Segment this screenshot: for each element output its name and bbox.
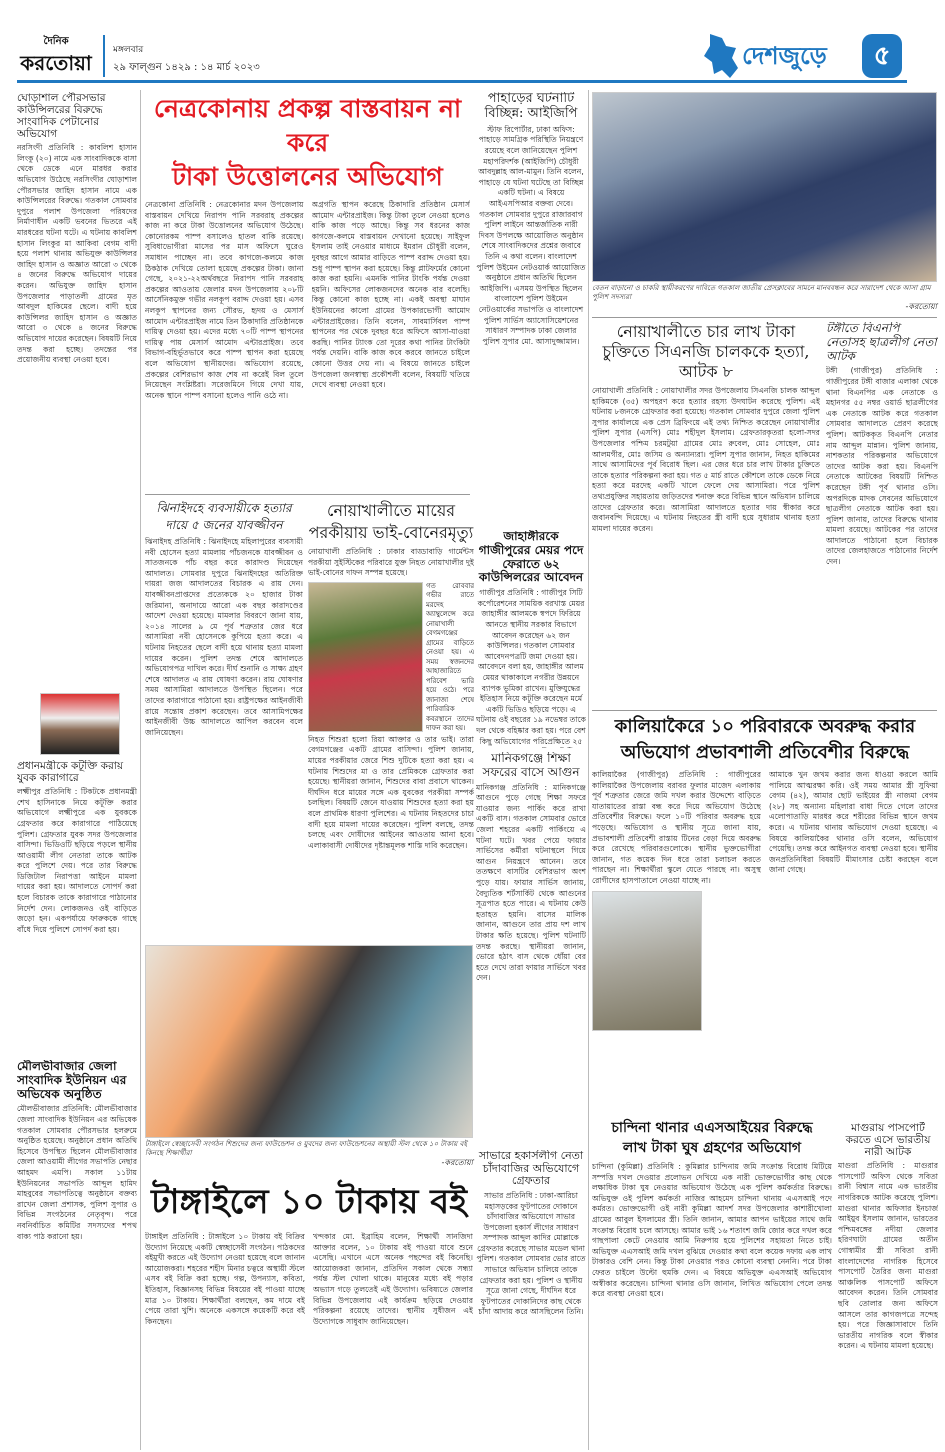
article-body: ঝিনাইদহ প্রতিনিধি : ঝিনাইদহে মহিলাপুরের ব্যবসায়ী নবী হোসেন হত্যা মামলায় পাঁচজনকে যাবজ্জীবন ও সাতজনকে পাঁচ বছর করে কারাদণ্ড দিয়েছেন আদালত। সোমবার দুপুরে ঝিনাইদহের অতিরিক্ত দায়রা জজ আদালতের বিচারক এ রায় দেন। যাবজ্জীবনপ্রাপ্তদের প্রত্যেককে ২০ হাজার টাকা জরিমানা, অনাদায়ে আরো এক বছর কারাদণ্ডের আদেশ দেওয়া হয়েছে। মামলার বিবরণে জানা যায়, ২০১৪ সালের ৯ মে পূর্ব শত্রুতার জের ধরে আসামিরা নবী হোসেনকে কুপিয়ে হত্যা করে। এ ঘটনায় নিহতের ছেলে বাদী হয়ে থানায় হত্যা মামলা দায়ের করেন। পুলিশ তদন্ত শেষে আদালতে অভিযোগপত্র দাখিল করে। দীর্ঘ শুনানি ও সাক্ষ্য গ্রহণ শেষে আদালত এ রায় ঘোষণা করেন। রায় ঘোষণার সময় আসামিরা আদালতে উপস্থিত ছিলেন। পরে তাদের কারাগারে পাঠানো হয়। রাষ্ট্রপক্ষের আইনজীবী রায়ে সন্তোষ প্রকাশ করেছেন। তবে আসামিপক্ষের আইনজীবী উচ্চ আদালতে আপিল করবেন বলে জানিয়েছেন। bbox=[145, 537, 303, 737]
logo-name: করতোয়া bbox=[20, 51, 92, 75]
story-manikganj bbox=[476, 752, 586, 1147]
headline: মানিকগঞ্জে শিক্ষা সফরের বাসে আগুন bbox=[482, 752, 580, 779]
story-pm-remark bbox=[17, 760, 137, 1055]
divider bbox=[145, 494, 470, 495]
headline-line2: লাখ টাকা ঘুষ গ্রহণের অভিযোগ bbox=[622, 1140, 802, 1156]
story-tangail bbox=[145, 1178, 473, 1452]
story-jahangir bbox=[476, 530, 586, 748]
article-body: চান্দিনা (কুমিল্লা) প্রতিনিধি : কুমিল্লার চান্দিনায় জমি সংক্রান্ত বিরোধ মিটিয়ে সম্পত্তি দখল দেওয়ার প্রলোভন দেখিয়ে এক নারী ভোক্তভোগীর কাছ থেকে লক্ষাধিক টাকা ঘুষ নেওয়ার অভিযোগ উঠেছে এক পুলিশ কর্মকর্তার বিরুদ্ধে। অভিযুক্ত ওই পুলিশ কর্মকর্তা নাজির আহমেদ চান্দিনা থানায় এএসআই পদে কর্মরত। ভোক্তভোগী ওই নারী কুমিল্লা আদর্শ সদর উপজেলার কাশারীখোলা গ্রামের আবুল ইসলামের স্ত্রী। তিনি জানান, আমার আপন ভাইয়ের সাথে জমি সংক্রান্ত বিরোধ চলে আসছে। আমার ভাই ১৬ শতাংশ জমি জোর করে দখল করে গাছপালা কেটে নেওয়ায় আমি নিরুপায় হয়ে পুলিশের সহায়তা নিতে চাই। অভিযুক্ত এএসআই জমি দখল বুঝিয়ে দেওয়ার কথা বলে কয়েক দফায় এক লাখ টাকারও বেশি নেন। কিন্তু টাকা নেওয়ার পরও কোনো ব্যবস্থা নেননি। পরে টাকা ফেরত চাইলে উল্টো হুমকি দেন। এ বিষয়ে অভিযুক্ত এএসআই অভিযোগ অস্বীকার করেছেন। চান্দিনা থানার ওসি জানান, লিখিত অভিযোগ পেলে তদন্ত করে ব্যবস্থা নেওয়া হবে। bbox=[592, 1162, 832, 1299]
story-moulvibazar bbox=[17, 1060, 137, 1452]
column-divider bbox=[140, 90, 141, 1450]
headline: ঘোড়াশাল পৌরসভার কাউন্সিলরের বিরুদ্ধে সাংবাদিক পেটানোর অভিযোগ bbox=[17, 92, 106, 141]
article-body: লক্ষ্মীপুর প্রতিনিধি : টিকটকে প্রধানমন্ত্রী শেখ হাসিনাকে নিয়ে কটূক্তি করার অভিযোগে লক্ষ্মীপুরে এক যুবককে গ্রেফতার করে কারাগারে পাঠিয়েছে পুলিশ। গ্রেফতার যুবক সদর উপজেলার বাসিন্দা। ভিডিওটি ছড়িয়ে পড়লে স্থানীয় আওয়ামী লীগ নেতারা তাকে আটক করে পুলিশে দেয়। পরে তার বিরুদ্ধে ডিজিটাল নিরাপত্তা আইনে মামলা দায়ের করা হয়। আদালতে সোপর্দ করা হলে বিচারক তাকে কারাগারে পাঠানোর নির্দেশ দেন। লোকজনও ওই বাড়িতে জড়ো হন। একপর্যায়ে ফারুককে গাছে বাঁধে দিয়ে পুলিশে সোপর্দ করা হয়। bbox=[17, 787, 137, 934]
logo-daily: দৈনিক bbox=[43, 36, 69, 47]
photo-credit: -করতোয়া bbox=[905, 302, 937, 311]
headline: ঝিনাইদহে ব্যবসায়ীকে হত্যার দায়ে ৫ জনের যাবজ্জীবন bbox=[156, 501, 292, 532]
page-number: ৫ bbox=[873, 41, 891, 71]
headline bbox=[592, 714, 938, 766]
headline-line2: অভিযোগ প্রভাবশালী প্রতিবেশীর বিরুদ্ধে bbox=[620, 742, 910, 763]
lead-headline-line1: নেত্রকোনায় প্রকল্প বাস্তবায়ন না করে bbox=[153, 94, 462, 157]
lead-headline bbox=[145, 92, 470, 194]
newspaper-logo bbox=[17, 34, 95, 78]
article-body-col1: নেত্রকোনা প্রতিনিধি : নেত্রকোনার মদন উপজেলায় বাস্তবায়ন দেখিয়ে নিরাপদ পানি সরবরাহ প্রকল্পের কাজ না করে টাকা উত্তোলনের অভিযোগ উঠেছে। কোনোরকম পাম্প বসালেও হাতল বাকি রয়েছে। সুবিধাভোগীরা মাসের পর মাস অফিসে ঘুরেও সমাধান পাচ্ছেন না। তবে কাগজে-কলমে কাজ ঠিকঠাক দেখিয়ে তোলা হয়েছে প্রকল্পের টাকা। জানা গেছে, ২০২১-২২অর্থবছরে নিরাপদ পানি সরবরাহ প্রকল্পের আওতায় জেলার মদন উপজেলায় ২০৮টি আর্সেনিকমুক্ত গভীর নলকূপ বরাদ্দ দেওয়া হয়। এসব নলকূপ স্থাপনের জন্য সৌরভ, হৃদয় ও মেসার্স আমোদ এন্টারপ্রাইজ নামে তিন ঠিকাদারি প্রতিষ্ঠানকে দায়িত্ব দেওয়া হয়। এদের মধ্যে ৭০টি পাম্প স্থাপনের দায়িত্ব পায় মেসার্স আমোদ এন্টারপ্রাইজ। তবে বিভাগ-বহির্ভূতভাবে করে পাম্প স্থাপন করা হয়েছে বলে অভিযোগ স্থানীয়দের। অভিযোগ রয়েছে, প্রকল্পের বেশিরভাগ কাজ শেষ না করেই বিল তুলে নিয়েছেন সংশ্লিষ্টরা। সরেজমিনে গিয়ে দেখা যায়, অনেক স্থানে পাম্প বসানো হলেও পানি ওঠে না। bbox=[145, 200, 304, 400]
article-lede: নোয়াখালী প্রতিনিধি : ঢাকার বাড্ডাবাড়ি গার্মেন্টস পরকীয়া সুইস্টিকের পরিবারে যুক্ত নিহত নোয়াখালীর দুই ভাই-বোনের দাফন সম্পন্ন হয়েছে। bbox=[308, 547, 474, 578]
article-body: মাগুরা প্রতিনিধি : মাগুরার পাসপোর্ট অফিস থেকে সবিতা রানী বিশ্বাস নামে এক ভারতীয় নাগরিককে আটক করেছে পুলিশ। মাগুরা থানার অফিসার ইনচার্জ আইয়ুব ইসলাম জানান, ভারতের পশ্চিমবঙ্গের নদীয়া জেলার হরিণঘাটা গ্রামের অতীন গোস্বামীর স্ত্রী সবিতা রানী বাংলাদেশের নাগরিক হিসেবে পাসপোর্ট তৈরির জন্য মাগুরা আঞ্চলিক পাসপোর্ট অফিসে আবেদন করেন। তিনি সোমবার ছবি তোলার জন্য অফিসে আসলে তার কাগজপত্রে সন্দেহ হয়। পরে জিজ্ঞাসাবাদে তিনি ভারতীয় নাগরিক বলে স্বীকার করেন। এ ঘটনায় মামলা হয়েছে। bbox=[838, 1161, 938, 1351]
article-body: নোয়াখালী প্রতিনিধি : নোয়াখালীর সদর উপজেলায় সিএনজি চালক আব্দুল হাকিমকে (৩৫) অপহরণ করে হত্যার রহস্য উদঘাটন করেছে পুলিশ। এই ঘটনায় ৮জনকে গ্রেফতার করা হয়েছে। গতকাল সোমবার দুপুরে জেলা পুলিশ সুপার কার্যালয়ে এক প্রেস ব্রিফিংয়ে এই তথ্য নিশ্চিত করেছেন নোয়াখালীর পুলিশ সুপার (এসপি) মোঃ শহীদুল ইসলাম। গ্রেফতারকৃতরা হলো-সদর উপজেলার পশ্চিম চরমটুয়া গ্রামের মোঃ রুবেল, মোঃ সোহেল, মোঃ আলমগীর, মোঃ জসিম ও অন্যান্যরা। পুলিশ সুপার জানান, নিহত হাকিমের সাথে আসামিদের পূর্ব বিরোধ ছিল। এর জের ধরে চার লাখ টাকার চুক্তিতে তাকে হত্যার পরিকল্পনা করা হয়। গত ৫ মার্চ রাতে কৌশলে তাকে ডেকে নিয়ে হত্যা করে মরদেহ একটি খালে ফেলে দেয় আসামিরা। পরে পুলিশ তথ্যপ্রযুক্তির সহায়তায় জড়িতদের শনাক্ত করে বিভিন্ন স্থানে অভিযান চালিয়ে তাদের গ্রেফতার করে। আসামিরা আদালতে হত্যার দায় স্বীকার করে জবানবন্দি দিয়েছে। এ ঘটনায় নিহতের স্ত্রী বাদী হয়ে সুধারাম থানায় হত্যা মামলা দায়ের করেন। bbox=[592, 386, 820, 533]
photo-caption bbox=[592, 284, 937, 315]
lead-headline-line2: টাকা উত্তোলনের অভিযোগ bbox=[172, 162, 443, 191]
article-body: স্টাফ রিপোর্টার, ঢাকা অফিস: পাহাড়ে সামগ্রিক পরিস্থিতি নিয়ন্ত্রণে রয়েছে বলে জানিয়েছেন পুলিশ মহাপরিদর্শক (আইজিপি) চৌধুরী আবদুল্লাহ আল-মামুন। তিনি বলেন, পাহাড়ে যে ঘটনা ঘটেছে তা বিচ্ছিন্ন একটি ঘটনা। এ বিষয়ে আইএসপিআর বক্তব্য দেবে। গতকাল সোমবার দুপুরে রাজারবাগ পুলিশ লাইনে আন্তর্জাতিক নারী দিবস উপলক্ষে আয়োজিত অনুষ্ঠান শেষে সাংবাদিকদের প্রশ্নের জবাবে তিনি এ কথা বলেন। বাংলাদেশ পুলিশ উইমেন নেটওয়ার্ক আয়োজিত অনুষ্ঠানে প্রধান অতিথি ছিলেন আইজিপি। এসময় উপস্থিত ছিলেন বাংলাদেশ পুলিশ উইমেন নেটওয়ার্কের সভাপতি ও বাংলাদেশ পুলিশ সার্ভিস অ্যাসোসিয়েশনের সাধারণ সম্পাদক ঢাকা জেলার পুলিশ সুপার মো. আসাদুজ্জামান। bbox=[476, 124, 586, 346]
article-body-col2: খন্দকার মো. ইব্রাহিম বলেন, শিক্ষার্থী সানজিদা আক্তার বলেন, ১০ টাকায় বই পাওয়া যাবে শুনে এসেছি। এখানে এসে অনেক পছন্দের বই কিনেছি। আয়োজকরা জানান, প্রতিদিন সকাল থেকে সন্ধ্যা পর্যন্ত স্টল খোলা থাকে। মানুষের মধ্যে বই পড়ার অভ্যাস গড়ে তুলতেই এই উদ্যোগ। ভবিষ্যতে জেলার বিভিন্ন উপজেলায় এই কার্যক্রম ছড়িয়ে দেওয়ার পরিকল্পনা রয়েছে তাদের। স্থানীয় সুধীজন এই উদ্যোগকে সাধুবাদ জানিয়েছেন। bbox=[313, 1232, 473, 1326]
article-col1 bbox=[592, 770, 761, 1114]
article-body: মানিকগঞ্জ প্রতিনিধি : মানিকগঞ্জে আগুনে পুড়ে গেছে শিক্ষা সফরে যাওয়ার জন্য পার্কিং করে রাখা একটি বাস। গতকাল সোমবার ভোরে জেলা শহরের একটি পার্কিংয়ে এ ঘটনা ঘটে। খবর পেয়ে ফায়ার সার্ভিসের কর্মীরা ঘটনাস্থলে গিয়ে আগুন নিয়ন্ত্রণে আনেন। তবে ততক্ষণে বাসটির বেশিরভাগ অংশ পুড়ে যায়। ফায়ার সার্ভিস জানায়, বৈদ্যুতিক শর্টসার্কিট থেকে আগুনের সূত্রপাত হতে পারে। এ ঘটনায় কেউ হতাহত হয়নি। বাসের মালিক জানান, আগুনে তার প্রায় দশ লাখ টাকার ক্ষতি হয়েছে। পুলিশ ঘটনাটি তদন্ত করছে। স্থানীয়রা জানান, ভোরে হঠাৎ বাস থেকে ধোঁয়া বের হতে দেখে তারা ফায়ার সার্ভিসে খবর দেন। bbox=[476, 782, 586, 983]
column-divider bbox=[588, 90, 589, 1450]
story-noakhali-cng bbox=[592, 322, 820, 707]
story-noakhali-mother bbox=[308, 500, 474, 940]
article-body-col2: আমাকে খুন জখম করার জন্য ধাওয়া করলে আমি পালিয়ে আত্মরক্ষা করি। ওই সময় আমার স্ত্রী সুফিয়া বেগম (৪২), আমার ছোট ভাইয়ের স্ত্রী নাজমা বেগম (২৮) সহ অন্যান্য মহিলারা বাধা দিতে গেলে তাদের এলোপাতাড়ি মারধর করে শরীরের বিভিন্ন স্থানে জখম করে। এ ঘটনায় থানায় অভিযোগ দেওয়া হয়েছে। এ বিষয়ে কালিয়াকৈর থানার ওসি বলেন, অভিযোগ পেয়েছি। তদন্ত করে আইনগত ব্যবস্থা নেওয়া হবে। স্থানীয় জনপ্রতিনিধিরা বিষয়টি মীমাংসার চেষ্টা করছেন বলে জানা গেছে। bbox=[769, 770, 938, 875]
section-title: দেশজুড়ে bbox=[742, 42, 827, 70]
story-tongi bbox=[826, 322, 938, 707]
story-ghorashal bbox=[17, 92, 137, 647]
masthead bbox=[17, 30, 907, 82]
caption-text: টাঙ্গাইলে স্বেচ্ছাসেবী সংগঠন শিশুদের জন্য ফাউন্ডেশন ও যুবদের জন্য ফাউন্ডেশনের অস্থায়ী স্টল থেকে ১০ টাকায় বই কিনছে শিক্ষার্থীরা bbox=[145, 1140, 468, 1157]
book-stall-photo bbox=[145, 945, 473, 1138]
headline: টঙ্গীতে বিএনপি নেতাসহ ছাত্রলীগ নেতা আটক bbox=[826, 322, 937, 363]
article-body-col1: টাঙ্গাইল প্রতিনিধি : টাঙ্গাইলে ১০ টাকায় বই বিক্রির উদ্যোগ নিয়েছে একটি স্বেচ্ছাসেবী সংগঠন। পাঠকদের বইমুখী করতে এই উদ্যোগ নেওয়া হয়েছে বলে জানান আয়োজকরা। শহরের শহীদ মিনার চত্বরে অস্থায়ী স্টলে এসব বই বিক্রি করা হচ্ছে। গল্প, উপন্যাস, কবিতা, ইতিহাস, বিজ্ঞানসহ বিভিন্ন বিষয়ের বই পাওয়া যাচ্ছে মাত্র ১০ টাকায়। শিক্ষার্থীরা বলছেন, কম দামে বই পেয়ে তারা খুশি। অনেকে একসঙ্গে কয়েকটি করে বই কিনছেন। bbox=[145, 1232, 305, 1326]
caption-text: বেতন বাড়ানো ও চাকরি স্থায়ীকরণের দাবিতে গতকাল জাতীয় প্রেসক্লাবের সামনে মানববন্ধন করে সারাদেশ থেকে আসা গ্রাম পুলিশ সদস্যরা bbox=[592, 284, 931, 301]
headline: জাহাঙ্গীরকে গাজীপুরের মেয়র পদে ফেরাতে ৬২ কাউন্সিলরের আবেদন bbox=[478, 530, 584, 585]
divider bbox=[592, 710, 937, 711]
story-pahar-igp bbox=[476, 92, 586, 492]
article-columns bbox=[592, 770, 938, 1114]
weekday: মঙ্গলবার bbox=[113, 45, 144, 55]
headline-line1: কালিয়াকৈরে ১০ পরিবারকে অবরুদ্ধ করার bbox=[614, 716, 916, 737]
photo-caption bbox=[145, 1140, 473, 1174]
headline: মৌলভীবাজার জেলা সাংবাদিক ইউনিয়ন এর অভিষেক অনুষ্ঠিত bbox=[17, 1060, 127, 1101]
story-magura bbox=[838, 1122, 938, 1452]
headline: প্রধানমন্ত্রীকে কটূক্তি করায় যুবক কারাগারে bbox=[17, 760, 124, 785]
page-number-badge bbox=[862, 34, 902, 78]
article-body: টঙ্গী (গাজীপুর) প্রতিনিধি : গাজীপুরের টঙ্গী বাজার এলাকা থেকে থানা বিএনপির এক নেতাকে ও মহানগর ৫৫ নম্বর ওয়ার্ড ছাত্রলীগের এক নেতাকে আটক করে গতকাল সোমবার আদালতে প্রেরণ করেছে পুলিশ। আটককৃত বিএনপি নেতার নাম আব্দুল মান্নান। পুলিশ জানায়, নাশকতার পরিকল্পনার অভিযোগে তাদের আটক করা হয়। বিএনপি নেতাকে আটকের বিষয়টি নিশ্চিত করেছেন টঙ্গী পূর্ব থানার ওসি। অপরদিকে মাদক সেবনের অভিযোগে ছাত্রলীগ নেতাকে আটক করা হয়। পুলিশ জানায়, তাদের বিরুদ্ধে থানায় মামলা রয়েছে। আটকের পর তাদের আদালতে পাঠানো হলে বিচারক তাদের জেলহাজতে পাঠানোর নির্দেশ দেন। bbox=[826, 366, 938, 567]
headline: সাভারে হকার্সলীগ নেতা চাঁদাবাজির অভিযোগে গ্রেফতার bbox=[478, 1150, 584, 1188]
article-body: নরসিংদী প্রতিনিধি : কাবলিশ হাসান লিংকু (২০) নামে এক সাংবাদিককে বাসা থেকে ডেকে এনে মারধর করার অভিযোগ উঠেছে নরসিংদীর ঘোড়াশাল পৌরসভার জাহিদ হাসান নামে এক কাউন্সিলরের বিরুদ্ধে। গতকাল সোমবার দুপুরে পলাশ উপজেলা পরিষদের নির্মাণাধীন একটি ভবনের ভিতরে এই মারধরের ঘটনা ঘটে। এ ঘটনায় কাবলিশ হাসান লিংকুর মা আকিবা বেগম বাদী হয়ে পলাশ থানায় অভিযুক্ত কাউন্সিলর জাহিদ হাসান ও অজ্ঞাত আরো ৩ থেকে ৪ জনের বিরুদ্ধে অভিযোগ দায়ের করেন। অভিযুক্ত জাহিদ হাসান উপজেলার পাড়াতলী গ্রামের মৃত আবদুল হাকিমের ছেলে। বাদী হয়ে কাউন্সিলর জাহিদ হাসান ও অজ্ঞাত আরো ৩ থেকে ৪ জনের বিরুদ্ধে অভিযোগ দায়ের করেছেন। বিষয়টি নিয়ে তদন্ত করা হচ্ছে। তদন্তের পর প্রয়োজনীয় ব্যবস্থা নেওয়া হবে। bbox=[17, 143, 137, 365]
article-body-col1: কালিয়াকৈর (গাজীপুর) প্রতিনিধি : গাজীপুরের কালিয়াকৈর উপজেলায় বরাবর ফুলার মাজেদ এলাকায় পূর্ব শত্রুতার জেরে জমি দখল করার উদ্দেশ্যে বাড়িতে যাতায়াতের রাস্তা বন্ধ করে দিয়ে অভিযোগ উঠেছে প্রতিবেশীর বিরুদ্ধে। ফলে ১০টি পরিবার অবরুদ্ধ হয়ে পড়েছে। অভিযোগ ও স্থানীয় সূত্রে জানা যায়, প্রভাবশালী প্রতিবেশী রাস্তায় টিনের বেড়া দিয়ে অবরুদ্ধ করে রেখেছে পরিবারগুলোকে। স্থানীয় ভুক্তভোগীরা জানান, গত কয়েক দিন ধরে তারা চলাচল করতে পারছেন না। শিক্ষার্থীরা স্কুলে যেতে পারছে না। অসুস্থ রোগীদের হাসপাতালে নেওয়া যাচ্ছে না। bbox=[592, 770, 761, 885]
section-logo bbox=[702, 30, 907, 82]
article-body: সাভার প্রতিনিধি : ঢাকা-আরিচা মহাসড়কের ফুটপাতের দোকানে চাঁদাবাজির অভিযোগে সাভার উপজেলা হকার্স লীগের সাধারণ সম্পাদক আব্দুল কাদির মোল্লাকে গ্রেফতার করেছে সাভার মডেল থানা পুলিশ। গতকাল সোমবার ভোর রাতে সাভারে অভিযান চালিয়ে তাকে গ্রেফতার করা হয়। পুলিশ ও স্থানীয় সূত্রে জানা গেছে, দীর্ঘদিন ধরে ফুটপাতের দোকানিদের কাছ থেকে চাঁদা আদায় করে আসছিলেন তিনি। bbox=[476, 1190, 586, 1317]
divider bbox=[592, 317, 937, 318]
headline: নোয়াখালীতে চার লাখ টাকা চুক্তিতে সিএনজি চালককে হত্যা, আটক ৮ bbox=[602, 322, 810, 381]
issue-date: ২৯ ফাল্গুন ১৪২৯ : ১৪ মার্চ ২০২৩ bbox=[113, 62, 260, 73]
photo-row bbox=[308, 582, 474, 732]
headline: টাঙ্গাইলে ১০ টাকায় বই bbox=[151, 1182, 467, 1222]
headline-line1: চান্দিনা থানার এএসআইয়ের বিরুদ্ধে bbox=[611, 1120, 813, 1136]
headline: পাহাড়ের ঘটনাটি বিচ্ছিন্ন: আইজিপি bbox=[484, 92, 578, 121]
story-chandina bbox=[592, 1118, 832, 1452]
portrait-photo bbox=[40, 693, 120, 755]
bangladesh-map-icon bbox=[702, 32, 742, 80]
story-kaliakair bbox=[592, 714, 938, 1114]
article-body: গাজীপুর প্রতিনিধি : গাজীপুর সিটি কর্পোরেশনের সাময়িক বরখাস্ত মেয়র জাহাঙ্গীর আলমকে স্বপদে ফিরিয়ে আনতে স্থানীয় সরকার বিভাগে আবেদন করেছেন ৬২ জন কাউন্সিলর। গতকাল সোমবার আবেদনপত্রটি জমা দেওয়া হয়। আবেদনে বলা হয়, জাহাঙ্গীর আলম মেয়র থাকাকালে নগরীর উন্নয়নে ব্যাপক ভূমিকা রাখেন। মুক্তিযুদ্ধের ইতিহাস নিয়ে কটূক্তি করেছেন মর্মে একটি ভিডিও ছড়িয়ে পড়ে। এ ঘটনায় ওই বছরের ১৯ নভেম্বর তাকে দল থেকে বহিষ্কার করা হয়। পরে বেশ কিছু অভিযোগের পরিপ্রেক্ষিতে ২৫ bbox=[476, 588, 586, 746]
story-jhenaidah bbox=[145, 500, 303, 940]
article-body-col2: অগ্রগতি স্থাপন করেছে ঠিকাদারি প্রতিষ্ঠান মেসার্স আমোদ এন্টারপ্রাইজ। কিন্তু টাকা তুলে নেওয়া হলেও বাকি কাজ পড়ে আছে। কিন্তু সব ধরনের কাজ কাগজে-কলমে বাস্তবায়ন দেখানো হয়েছে। সাইফুল ইসলাম তাই নেওয়ার মাধ্যমে ইমরান চৌধুরী বলেন, দুবছর আগে আমার বাড়িতে পাম্প বরাদ্দ দেওয়া হয়। শুধু পাম্প স্থাপন করা হয়েছে। কিন্তু প্লাটফর্মের কোনো কাজ করা হয়নি। এমনকি পানির টাংকি পর্যন্ত দেওয়া হয়নি। অফিসের লোকজনদের অনেক বার বলেছি। কিন্তু কোনো কাজ হচ্ছে না। একই অবস্থা মাঘান ইউনিয়নের কালো গ্রামের উপকারভোগী আমোদ এন্টারপ্রাইজের। তিনি বলেন, সাবমার্সিবল পাম্প স্থাপনের পর থেকে দুবছর ধরে অফিসে আসা-যাওয়া করছি। পানির ট্যাংক তো দূরের কথা পানির টাংকিটা পর্যন্ত দেয়নি। বাকি কাজ কবে করবে জানতে চাইলে কোনো উত্তর দেয় না। এ বিষয়ে জানতে চাইলে উপজেলা জনস্বাস্থ্য প্রকৌশলী বলেন, বিষয়টি খতিয়ে দেখে ব্যবস্থা নেওয়া হবে। bbox=[311, 200, 470, 390]
headline: মাগুরায় পাসপোর্ট করতে এসে ভারতীয় নারী আটক bbox=[845, 1122, 931, 1159]
story-netrokona bbox=[145, 92, 470, 492]
article-columns bbox=[145, 1232, 473, 1452]
children-photo bbox=[308, 582, 423, 732]
police-rally-photo bbox=[592, 92, 937, 282]
article-body-side: গত রোববার গভীর রাতে মরদেহ অ্যাম্বুলেন্সে করে নোয়াখালী বেগমগঞ্জের গ্রামের বাড়িতে নেওয়া হয়। এ সময় স্বজনদের আহাজারিতে পরিবেশ ভারি হয়ে ওঠে। পরে জানাজা শেষে পারিবারিক কবরস্থানে তাদের দাফন করা হয়। bbox=[426, 581, 474, 732]
article-body: মৌলভীবাজার প্রতিনিধি: মৌলভীবাজার জেলা সাংবাদিক ইউনিয়ন এর অভিষেক গতকাল সোমবার পৌরসভার হলরুমে অনুষ্ঠিত হয়েছে। অনুষ্ঠানে প্রধান অতিথি হিসেবে উপস্থিত ছিলেন মৌলভীবাজার জেলা আওয়ামী লীগের সভাপতি নেছার আহমদ এমপি। সকাল ১১টায় ইউনিয়নের সভাপতি আব্দুল হামিদ মাহবুবের সভাপতিত্বে অনুষ্ঠানে বক্তব্য রাখেন জেলা প্রশাসক, পুলিশ সুপার ও বিভিন্ন সংগঠনের নেতৃবৃন্দ। পরে নবনির্বাচিত কমিটির সদস্যদের শপথ বাক্য পাঠ করানো হয়। bbox=[17, 1104, 137, 1241]
photo-credit: -করতোয়া bbox=[441, 1158, 473, 1167]
headline: নোয়াখালীতে মায়ের পরকীয়ায় ভাই-বোনেরমৃত্যু bbox=[308, 501, 474, 542]
article-body: নিহত শিশুরা হলো রিয়া আক্তার ও তার ভাই। তারা বেগমগঞ্জের একটি গ্রামের বাসিন্দা। পুলিশ জানায়, মায়ের পরকীয়ার জেরে শিশু দুটিকে হত্যা করা হয়। এ ঘটনায় শিশুদের মা ও তার প্রেমিককে গ্রেফতার করা হয়েছে। স্থানীয়রা জানান, শিশুদের বাবা প্রবাসে থাকেন। দীর্ঘদিন ধরে মায়ের সঙ্গে এক যুবকের পরকীয়া সম্পর্ক চলছিল। বিষয়টি জেনে যাওয়ায় শিশুদের হত্যা করা হয় বলে প্রাথমিক ধারণা পুলিশের। এ ঘটনায় নিহতদের চাচা বাদী হয়ে মামলা দায়ের করেছেন। পুলিশ বলছে, তদন্ত চলছে এবং দোষীদের আইনের আওতায় আনা হবে। এলাকাবাসী দোষীদের দৃষ্টান্তমূলক শাস্তি দাবি করেছেন। bbox=[308, 734, 474, 850]
blocked-road-photo bbox=[592, 891, 702, 1031]
headline bbox=[592, 1118, 832, 1158]
article-columns bbox=[145, 200, 470, 492]
story-savar bbox=[476, 1150, 586, 1452]
masthead-divider bbox=[103, 35, 105, 77]
masthead-rule bbox=[17, 80, 907, 83]
